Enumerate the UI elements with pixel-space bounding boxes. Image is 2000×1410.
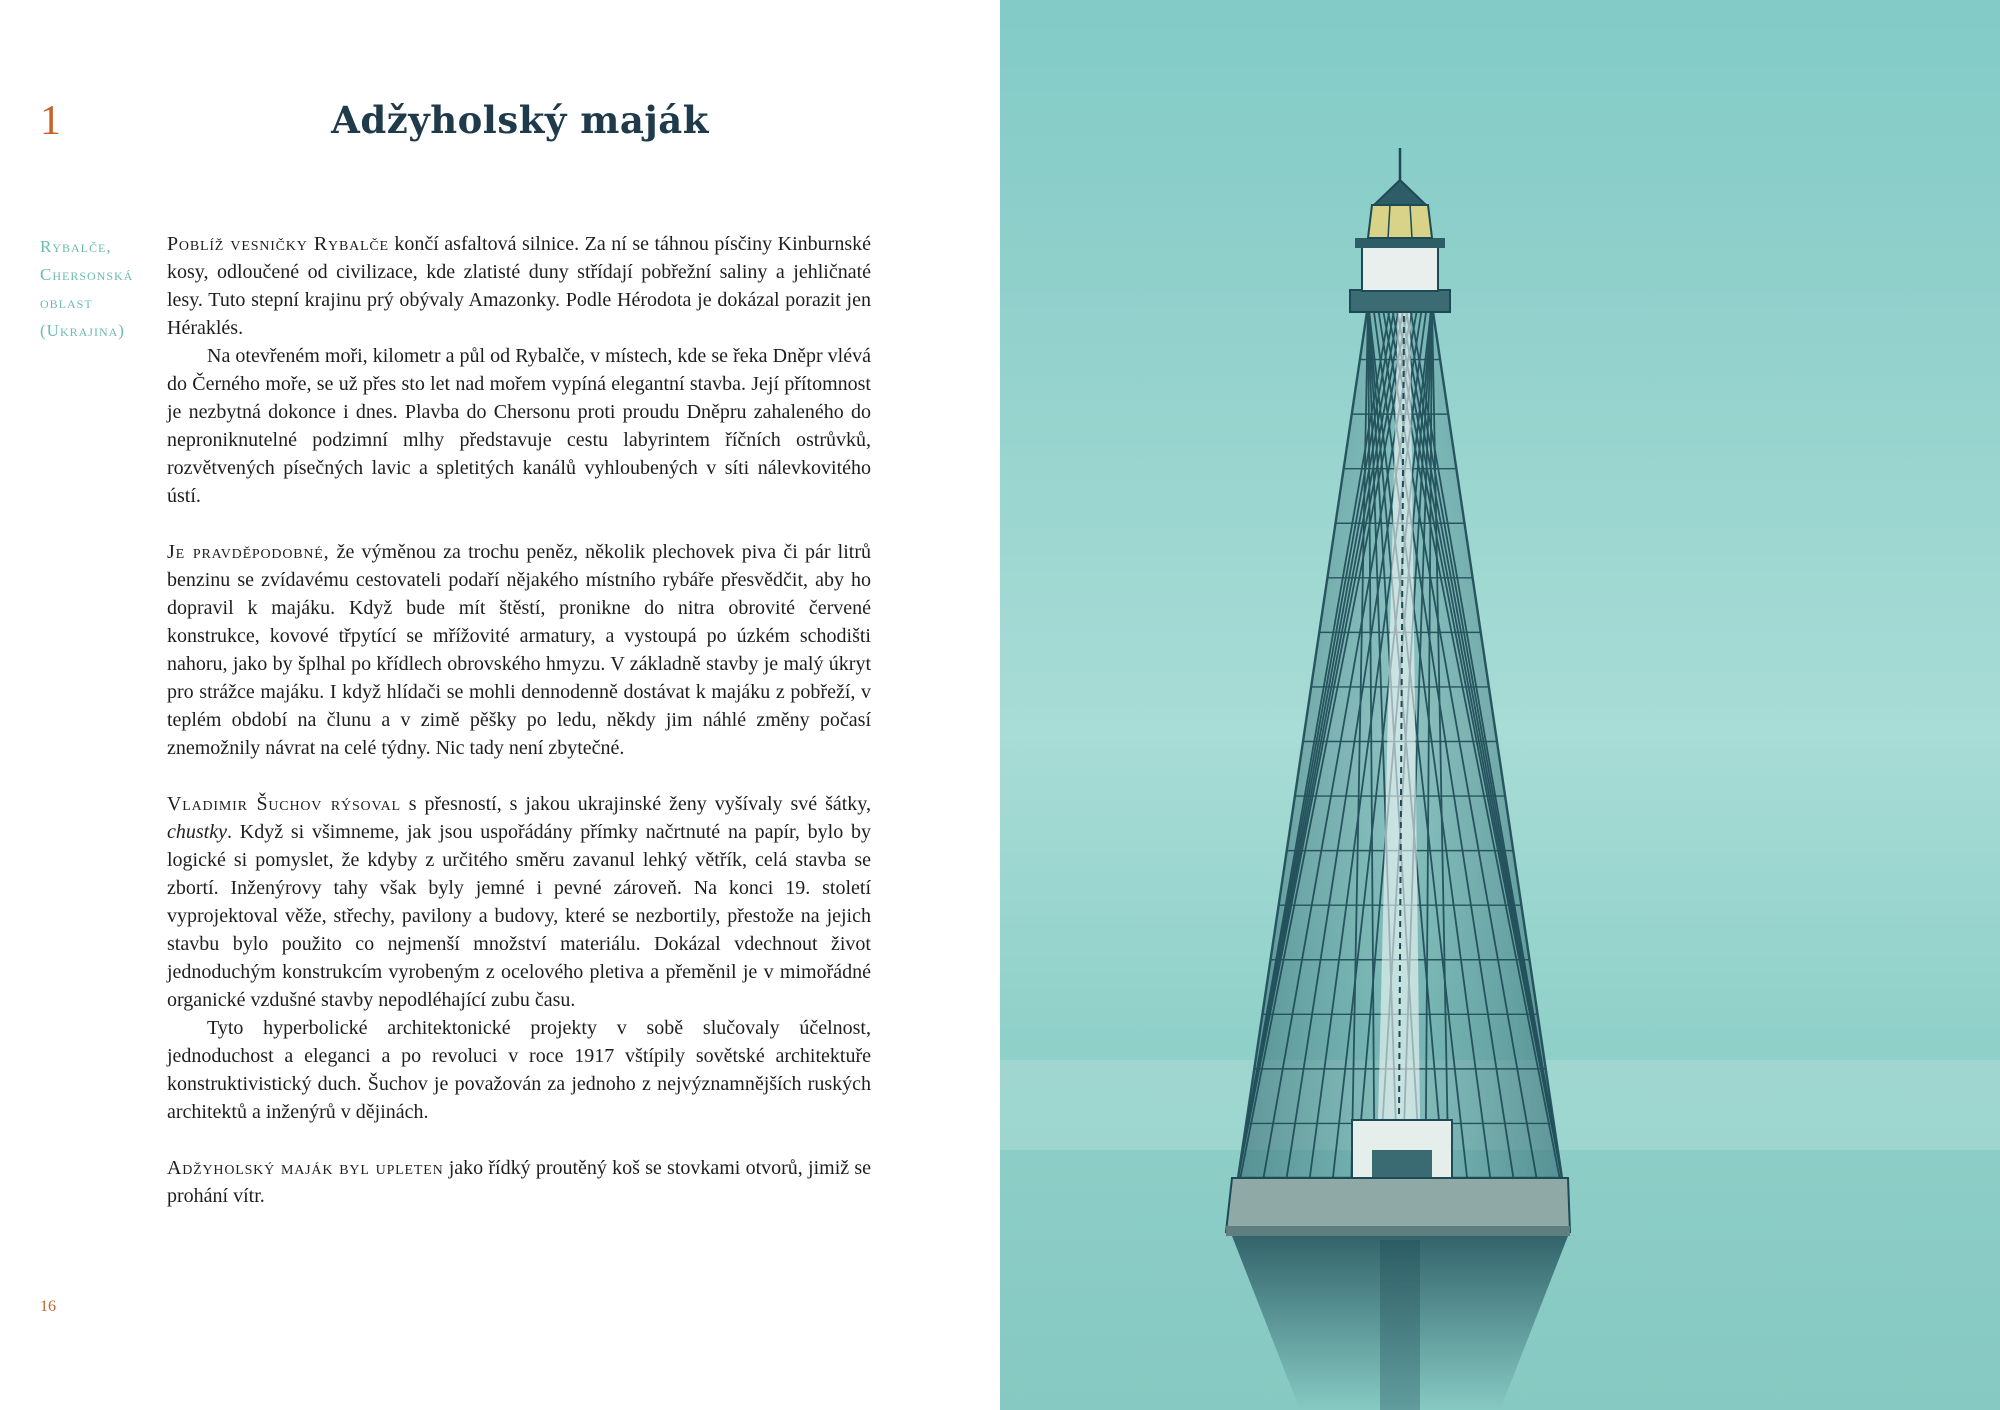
lantern <box>1368 205 1432 238</box>
paragraph-3 <box>167 538 871 762</box>
foundation <box>1226 1178 1570 1232</box>
paragraph-lead: Vladimir Šuchov rýsoval <box>167 793 401 815</box>
paragraph-italic: chustky <box>167 821 227 843</box>
foundation-band <box>1226 1226 1570 1236</box>
paragraph-text: Na otevřeném moři, kilometr a půl od Rybalče, v místech, kde se řeka Dněpr vlévá do Černého moře, se už přes sto let nad mořem vypíná elegantní stavba. Její přítomnost je nezbytná dokonce i dnes. Plavba do Chersonu proti proudu Dněpru zahaleného do neproniknutelné podzimní mlhy představuje cestu labyrintem říčních ostrůvků, rozvětvených písečných lavic a spletitých kanálů vyhloubených v síti nálevkovitého ústí. <box>167 345 871 507</box>
chapter-title: Adžyholský maják <box>331 98 709 142</box>
paragraph-text: končí asfaltová silnice. Za ní se táhnou písčiny Kinburnské kosy, odloučené od civilizace, kde zlatisté duny střídají pobřežní saliny a jehličnaté lesy. Tuto stepní krajinu prý obývaly Amazonky. Podle Hérodota je dokázal porazit jen Héraklés. <box>167 233 871 339</box>
chapter-number: 1 <box>40 98 61 144</box>
location-sidenote <box>40 233 150 345</box>
paragraph-4 <box>167 790 871 1014</box>
paragraph-lead: Adžyholský maják byl upleten <box>167 1157 444 1179</box>
paragraph-1 <box>167 230 871 342</box>
page-number: 16 <box>40 1298 56 1315</box>
body-text <box>167 230 871 1210</box>
paragraph-text: že výměnou za trochu peněz, několik plechovek piva či pár litrů benzinu se zvídavému cestovateli podaří nějakého místního rybáře přesvědčit, aby ho dopravil k majáku. Když bude mít štěstí, pronikne do nitra obrovité červené konstrukce, kovové třpytící se mřížovité armatury, a vystoupá po úzkém schodišti nahoru, jako by šplhal po křídlech obrovského hmyzu. V základně stavby je malý úkryt pro strážce majáku. I když hlídači se mohli dennodenně dostávat k majáku z pobřeží, v teplém období na člunu a v zimě pěšky po ledu, někdy jim náhlé změny počasí znemožnily návrat na celé týdny. Nic tady není zbytečné. <box>167 541 871 759</box>
paragraph-text: Tyto hyperbolické architektonické projekty v sobě slučovaly účelnost, jednoduchost a eleganci a po revoluci v roce 1917 vštípily sovětské architektuře konstruktivistický duch. Šuchov je považován za jednoho z nejvýznamnějších ruských architektů a inženýrů v dějinách. <box>167 1017 871 1123</box>
paragraph-2 <box>167 342 871 510</box>
location-line: Chersonská <box>40 265 134 284</box>
paragraph-text: jako řídký proutěný koš se stovkami otvorů, jimiž se prohání vítr. <box>167 1157 872 1207</box>
upper-gallery <box>1350 290 1450 312</box>
paragraph-5 <box>167 1014 871 1126</box>
watch-room <box>1362 245 1438 291</box>
lantern-gallery <box>1355 238 1445 248</box>
lantern-roof <box>1374 180 1426 205</box>
paragraph-text: . Když si všimneme, jak jsou uspořádány přímky načrtnuté na papír, bylo by logické si pomyslet, že kdyby z určitého směru zavanul lehký větřík, celá stavba se zbortí. Inženýrovy tahy však byly jemné i pevné zároveň. Na konci 19. století vyprojektoval věže, střechy, pavilony a budovy, které se nezbortily, přestože na jejich stavbu bylo použito co nejmenší množství materiálu. Dokázal vdechnout život jednoduchým konstrukcím vyrobeným z ocelového pletiva a přeměnil je v mimořádné organické vzdušné stavby nepodléhající zubu času. <box>167 821 871 1011</box>
location-line: (Ukrajina) <box>40 321 125 340</box>
lighthouse-illustration <box>1000 0 2000 1410</box>
paragraph-lead: Je pravděpodobné, <box>167 541 330 563</box>
reflection-streak <box>1380 1240 1420 1410</box>
paragraph-lead: Poblíž vesničky Rybalče <box>167 233 389 255</box>
paragraph-text: s přesností, s jakou ukrajinské ženy vyšívaly své šátky, <box>400 793 871 815</box>
shelter-doorway <box>1372 1150 1432 1178</box>
illustration-page <box>1000 0 2000 1410</box>
location-line: oblast <box>40 293 93 312</box>
location-line: Rybalče, <box>40 237 112 256</box>
paragraph-6 <box>167 1154 871 1210</box>
